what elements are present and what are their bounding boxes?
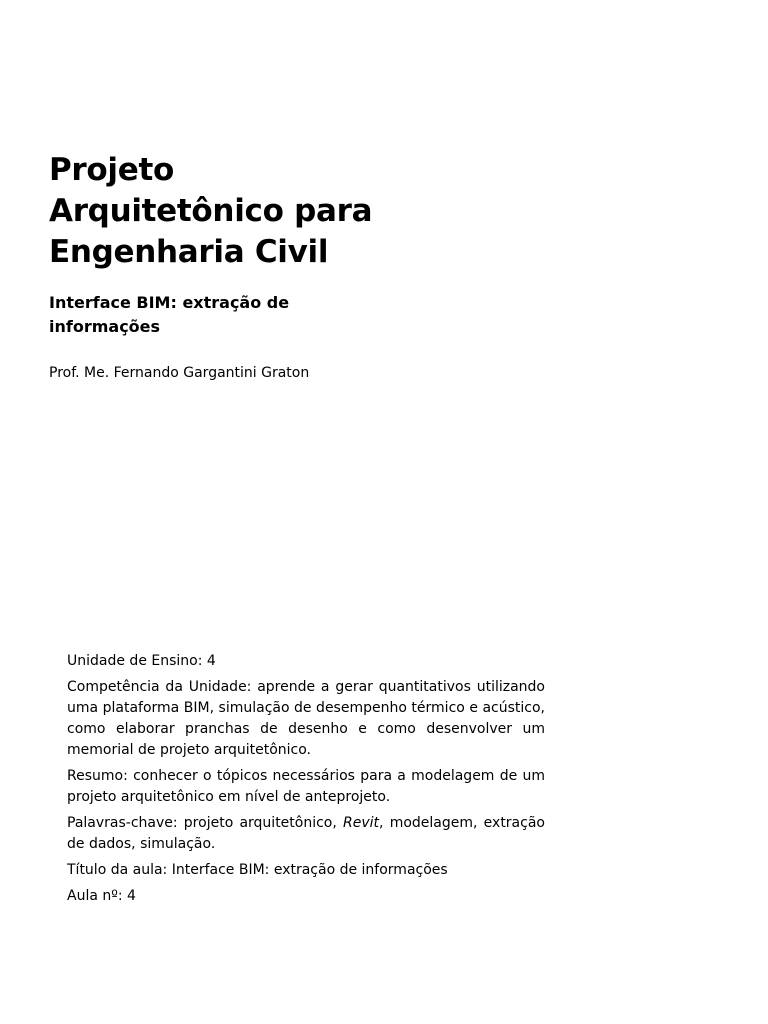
palavras-chave-suffix: , modelagem, extração de dados, simulação. xyxy=(67,815,545,852)
palavras-chave-italic: Revit xyxy=(343,815,380,831)
title-line-3: Engenharia Civil xyxy=(49,234,329,270)
document-title xyxy=(49,150,469,273)
palavras-chave-prefix: Palavras-chave: projeto arquitetônico, xyxy=(67,815,344,831)
competencia-unidade: Competência da Unidade: aprende a gerar quantitativos utilizando uma plataforma BIM, simulação de desempenho térmico e acústico, como elaborar pranchas de desenho e como desenvolver um memorial de projeto arquitetônico. xyxy=(67,679,545,758)
subtitle-line-2: informações xyxy=(49,317,161,336)
titulo-aula: Título da aula: Interface BIM: extração de informações xyxy=(67,862,448,878)
aula-numero: Aula nº: 4 xyxy=(67,888,136,904)
lesson-info-block xyxy=(67,651,545,912)
unidade-ensino: Unidade de Ensino: 4 xyxy=(67,653,216,669)
title-line-2: Arquitetônico para xyxy=(49,193,373,229)
document-subtitle xyxy=(49,291,409,339)
subtitle-line-1: Interface BIM: extração de xyxy=(49,293,290,312)
author-name: Prof. Me. Fernando Gargantini Graton xyxy=(49,365,310,381)
title-line-1: Projeto xyxy=(49,152,174,188)
palavras-chave xyxy=(67,813,545,855)
resumo: Resumo: conhecer o tópicos necessários para a modelagem de um projeto arquitetônico em nível de anteprojeto. xyxy=(67,768,545,805)
